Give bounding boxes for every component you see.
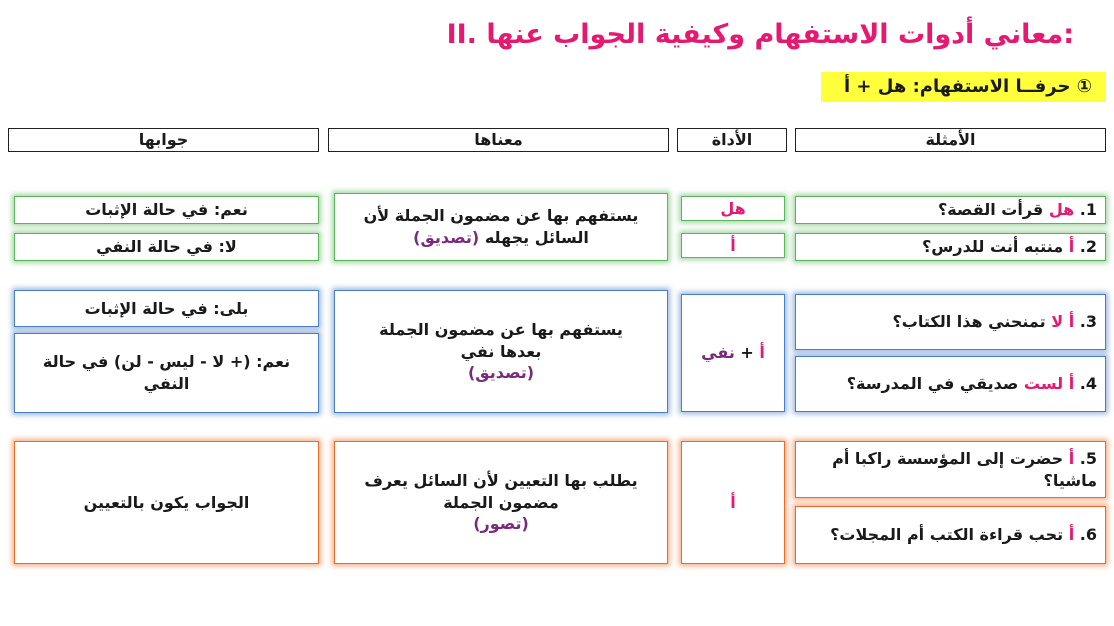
example-row-1 — [795, 196, 1106, 224]
example-tool: هل — [1048, 200, 1075, 220]
example-tool: أ — [1068, 237, 1075, 257]
example-row-3 — [795, 294, 1106, 350]
header-answer: جوابها — [8, 128, 319, 152]
tool-plus: + — [734, 343, 760, 363]
example-row-6 — [795, 506, 1106, 564]
example-number: 1. — [1079, 200, 1097, 220]
example-text: حضرت إلى المؤسسة راكبا أم ماشيا؟ — [832, 448, 1097, 490]
tool-cell-a-neg — [681, 294, 785, 412]
page-title: II. معاني أدوات الاستفهام وكيفية الجواب عنها: — [446, 19, 1074, 50]
answer-text: في حالة الإثبات — [85, 200, 214, 220]
answer-label: لا: — [218, 237, 237, 257]
answer-text: في حالة الإثبات — [84, 298, 214, 318]
meaning-line: بعدها نفي — [460, 341, 542, 361]
answer-negative — [14, 233, 319, 261]
header-meaning: معناها — [328, 128, 669, 152]
example-number: 2. — [1079, 237, 1097, 257]
tool-cell-a: أ — [681, 233, 785, 258]
meaning-line: مضمون الجملة — [443, 492, 559, 512]
example-number: 3. — [1079, 312, 1097, 332]
meaning-line: يستفهم بها عن مضمون الجملة — [379, 320, 623, 340]
example-tool: أ — [1068, 374, 1075, 394]
example-text: قرأت القصة؟ — [937, 200, 1049, 220]
tool-cell-a-tasawwur: أ — [681, 441, 785, 564]
answer-bala — [14, 290, 319, 327]
example-tool: أ — [1068, 525, 1075, 545]
answer-text: في حالة النفي — [96, 237, 219, 257]
example-number: 5. — [1079, 448, 1097, 468]
meaning-tag: (تصديق) — [467, 363, 535, 383]
example-row-5 — [795, 441, 1106, 498]
answer-label: نعم: — [213, 200, 248, 220]
example-tool: أ — [1068, 448, 1075, 468]
meaning-text: يستفهم بها عن مضمون الجملة لأن السائل يجهله — [363, 206, 639, 247]
meaning-line: يطلب بها التعيين لأن السائل يعرف — [364, 471, 638, 491]
header-tool: الأداة — [677, 128, 787, 152]
example-negation: لا — [1051, 312, 1069, 332]
example-text: تحب قراءة الكتب أم المجلات؟ — [830, 525, 1069, 545]
meaning-cell-1 — [334, 193, 668, 261]
example-negation: لست — [1023, 374, 1069, 394]
meaning-tag: (تصور) — [473, 514, 529, 534]
example-row-4 — [795, 356, 1106, 412]
example-row-2 — [795, 233, 1106, 261]
example-text: صديقي في المدرسة؟ — [846, 374, 1024, 394]
answer-affirmative — [14, 196, 319, 224]
meaning-cell-2 — [334, 290, 668, 413]
example-text: تمنحني هذا الكتاب؟ — [892, 312, 1052, 332]
meaning-tag: (تصديق) — [413, 228, 480, 247]
example-number: 4. — [1079, 374, 1097, 394]
tool-negation: نفي — [701, 343, 735, 363]
answer-naam-negative — [14, 333, 319, 413]
answer-text: (+ لا - ليس - لن) في حالة النفي — [42, 352, 257, 393]
answer-taayin: الجواب يكون بالتعيين — [14, 441, 319, 564]
tool-letter: أ — [759, 343, 765, 363]
example-number: 6. — [1079, 525, 1097, 545]
example-text: منتبه أنت للدرس؟ — [922, 237, 1069, 257]
answer-label: نعم: — [256, 352, 291, 372]
answer-label: بلى: — [213, 298, 249, 318]
section-subtitle: ① حرفــا الاستفهام: هل + أ — [821, 72, 1106, 102]
meaning-cell-3 — [334, 441, 668, 564]
header-examples: الأمثلة — [795, 128, 1106, 152]
tool-cell-hal: هل — [681, 196, 785, 221]
example-tool: أ — [1068, 312, 1075, 332]
